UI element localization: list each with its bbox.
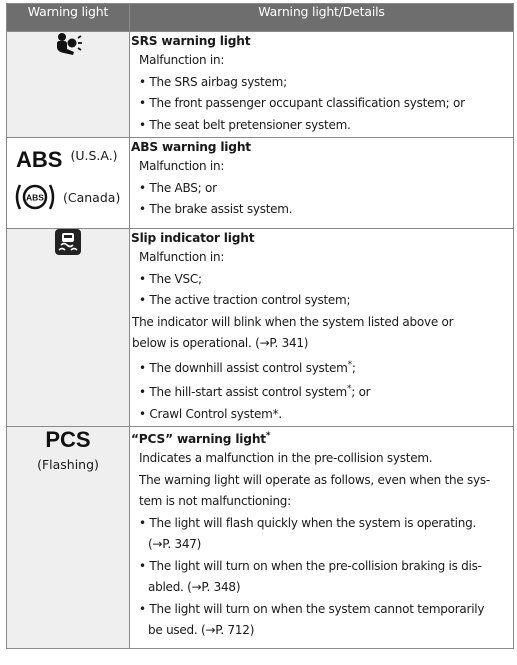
icon-cell [7, 32, 130, 138]
detail-line: • The front passenger occupant classification system; or [139, 96, 465, 110]
abs-usa-icon: ABS [16, 147, 63, 172]
detail-line: • The light will turn on when the pre-collision braking is dis- [139, 558, 482, 573]
detail-line: Indicates a malfunction in the pre-collision system. [139, 451, 433, 465]
table-row [7, 229, 514, 427]
header-details: Warning light/Details [130, 4, 514, 32]
usa-label: (U.S.A.) [70, 147, 118, 163]
svg-text:ABS: ABS [26, 192, 44, 203]
row-title: ABS warning light [131, 140, 251, 154]
details-cell [130, 229, 514, 427]
detail-line: Malfunction in: [139, 250, 225, 264]
table-row [7, 138, 514, 229]
detail-line: • The VSC; [139, 271, 202, 286]
detail-line: • The SRS airbag system; [139, 74, 287, 89]
detail-line: tem is not malfunctioning: [139, 494, 291, 508]
detail-line: (→P. 347) [148, 537, 202, 551]
detail-line: • Crawl Control system*. [139, 406, 282, 421]
detail-line: The indicator will blink when the system listed above or [132, 314, 454, 329]
detail-line: • The light will turn on when the system cannot temporarily [139, 601, 485, 616]
table-header-row [7, 4, 514, 32]
detail-line: • The brake assist system. [139, 202, 293, 216]
details-cell [130, 32, 514, 138]
canada-label: (Canada) [63, 189, 121, 205]
detail-line: below is operational. (→P. 341) [132, 336, 309, 350]
header-warning-light: Warning light [7, 4, 130, 32]
row-title: SRS warning light [131, 34, 251, 48]
icon-cell [7, 138, 130, 229]
airbag-warning-icon [54, 32, 82, 58]
row-title: Slip indicator light [131, 231, 255, 245]
detail-line: Malfunction in: [139, 159, 225, 173]
detail-line: • The hill-start assist control system*; or [139, 384, 371, 399]
detail-line: • The seat belt pretensioner system. [139, 117, 351, 132]
detail-line: The warning light will operate as follows, even when the sys- [139, 472, 490, 487]
detail-line: Malfunction in: [139, 53, 225, 67]
abs-canada-icon [13, 181, 57, 213]
icon-cell [7, 427, 130, 649]
details-cell [130, 138, 514, 229]
skid-car-icon [55, 229, 81, 255]
row-title: “PCS” warning light* [131, 431, 271, 446]
warning-light-table [6, 3, 514, 649]
detail-line: • The light will flash quickly when the system is operating. [139, 515, 477, 530]
icon-cell [7, 229, 130, 427]
flashing-label: (Flashing) [37, 457, 99, 472]
pcs-icon: PCS [45, 427, 91, 452]
detail-line: • The active traction control system; [139, 293, 351, 307]
detail-line: abled. (→P. 348) [148, 580, 241, 594]
table-row [7, 32, 514, 138]
detail-line: • The ABS; or [139, 180, 217, 195]
detail-line: • The downhill assist control system*; [139, 359, 356, 375]
detail-line: be used. (→P. 712) [148, 623, 255, 637]
details-cell [130, 427, 514, 649]
table-row [7, 427, 514, 649]
